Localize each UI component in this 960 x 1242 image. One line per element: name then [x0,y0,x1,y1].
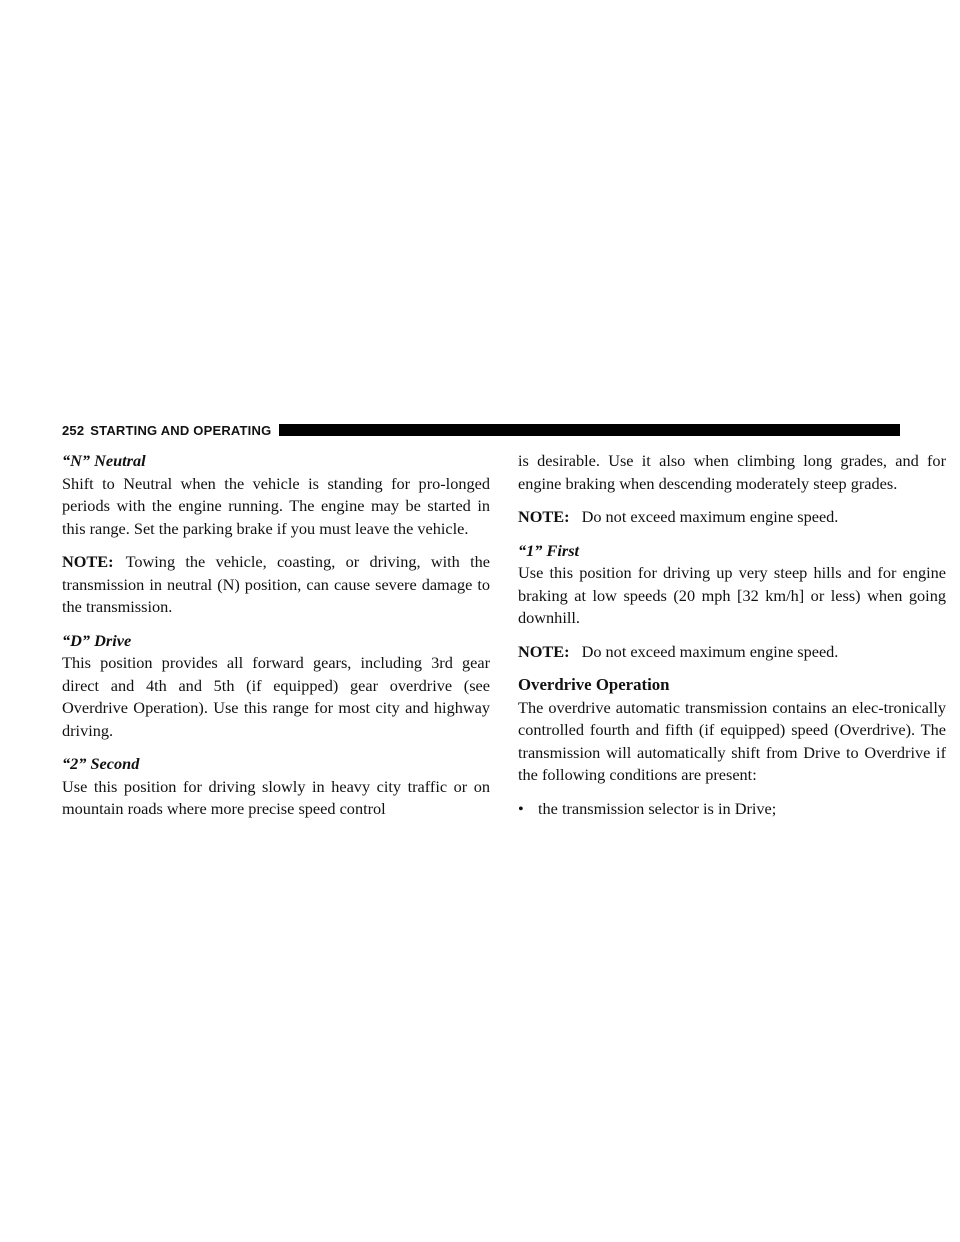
page-header [62,420,900,440]
note-towing [62,551,490,619]
first-text: Use this position for driving up very steep hills and for engine braking at low speeds (20 mph [32 km/h] or less) when going downhill. [518,563,946,627]
note-text: Do not exceed maximum engine speed. [581,641,839,661]
first-heading: “1” First [518,540,580,560]
second-text-continued: is desirable. Use it also when climbing long grades, and for engine braking when descending moderately steep grades. [518,451,946,493]
note-text: Do not exceed maximum engine speed. [581,507,839,526]
first-section [518,540,946,630]
bullet-text: the transmission selector is in Drive; [538,798,777,818]
drive-heading: “D” Drive [62,630,132,650]
note-label: NOTE: [518,507,570,526]
second-section [62,753,490,821]
header-rule [279,424,900,436]
left-column [62,450,490,832]
drive-section [62,630,490,743]
neutral-text: Shift to Neutral when the vehicle is standing for pro-longed periods with the engine running. The engine may be started in this range. Set the parking brake if you must leave the vehicle. [62,473,490,538]
overdrive-text: The overdrive automatic transmission contains an elec-tronically controlled fourth and fifth (if equipped) speed (Overdrive). The transmission will automatically shift from Drive to Overdrive if the following conditions are present: [518,697,946,784]
neutral-heading: “N” Neutral [62,451,146,470]
overdrive-section [518,674,946,787]
neutral-section [62,450,490,540]
note-engine-speed-2 [518,641,946,664]
note-label: NOTE: [518,641,570,661]
bullet-icon: • [518,798,524,818]
note-label: NOTE: [62,552,114,571]
overdrive-heading: Overdrive Operation [518,675,670,694]
note-engine-speed-1 [518,506,946,529]
second-heading: “2” Second [62,754,140,773]
note-text: Towing the vehicle, coasting, or driving, with the transmission in neutral (N) position, can cause severe damage to the transmission. [62,552,490,616]
right-column [518,450,946,831]
bullet-item [518,798,946,821]
drive-text: This position provides all forward gears, including 3rd gear direct and 4th and 5th (if equipped) gear overdrive (see Overdrive Operation). Use this range for most city and highway driving. [62,653,490,740]
section-title: STARTING AND OPERATING [90,422,272,438]
second-text: Use this position for driving slowly in heavy city traffic or on mountain roads where more precise speed control [62,776,490,818]
page-number: 252 [62,422,85,438]
